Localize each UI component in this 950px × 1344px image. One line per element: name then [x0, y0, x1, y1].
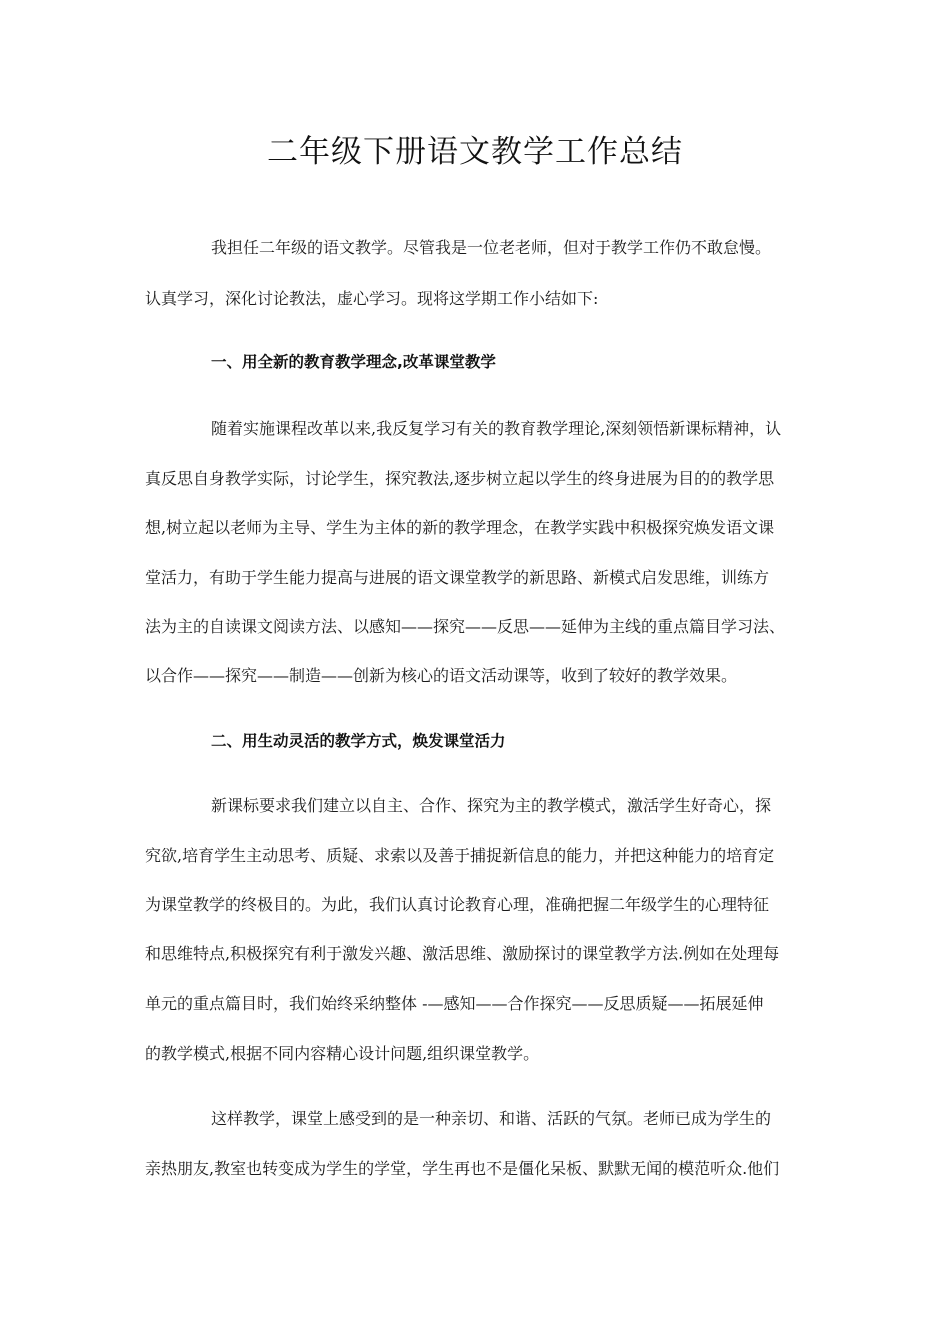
section-heading-2: 二、用生动灵活的教学方式，焕发课堂活力: [211, 732, 506, 750]
para3-line: 亲热朋友,教室也转变成为学生的学堂，学生再也不是僵化呆板、默默无闻的模范听众.他们: [145, 1159, 780, 1178]
section-heading-1: 一、用全新的教育教学理念,改革课堂教学: [211, 353, 496, 371]
section2-line: 究欲,培育学生主动思考、质疑、求索以及善于捕捉新信息的能力，并把这种能力的培育定: [145, 846, 775, 865]
section2-line: 新课标要求我们建立以自主、合作、探究为主的教学模式，激活学生好奇心，探: [211, 796, 772, 815]
section1-line: 堂活力，有助于学生能力提高与进展的语文课堂教学的新思路、新模式启发思维，训练方: [145, 568, 770, 587]
section1-line: 法为主的自读课文阅读方法、以感知——探究——反思——延伸为主线的重点篇目学习法、: [145, 617, 786, 636]
section1-line: 真反思自身教学实际，讨论学生，探究教法,逐步树立起以学生的终身进展为目的的教学思: [145, 469, 775, 488]
para3-line: 这样教学，课堂上感受到的是一种亲切、和谐、活跃的气氛。老师已成为学生的: [211, 1109, 772, 1128]
intro-line: 认真学习，深化讨论教法，虚心学习。现将这学期工作小结如下:: [145, 289, 599, 308]
section2-line: 为课堂教学的终极目的。为此，我们认真讨论教育心理，准确把握二年级学生的心理特征: [145, 895, 770, 914]
document-title: 二年级下册语文教学工作总结: [267, 134, 683, 170]
section2-line: 和思维特点,积极探究有利于激发兴趣、激活思维、激励探讨的课堂教学方法.例如在处理每: [145, 944, 780, 963]
section1-line: 随着实施课程改革以来,我反复学习有关的教育教学理论,深刻领悟新课标精神，认: [211, 419, 782, 438]
section2-line: 的教学模式,根据不同内容精心设计问题,组织课堂教学。: [145, 1044, 540, 1063]
intro-line: 我担任二年级的语文教学。尽管我是一位老老师，但对于教学工作仍不敢怠慢。: [211, 238, 772, 257]
section2-line: 单元的重点篇目时，我们始终采纳整体 -—感知——合作探究——反思质疑——拓展延伸: [145, 994, 764, 1013]
section1-line: 以合作——探究——制造——创新为核心的语文活动课等，收到了较好的教学效果。: [145, 666, 738, 685]
section1-line: 想,树立起以老师为主导、学生为主体的新的教学理念，在教学实践中积极探究焕发语文课: [145, 518, 775, 537]
